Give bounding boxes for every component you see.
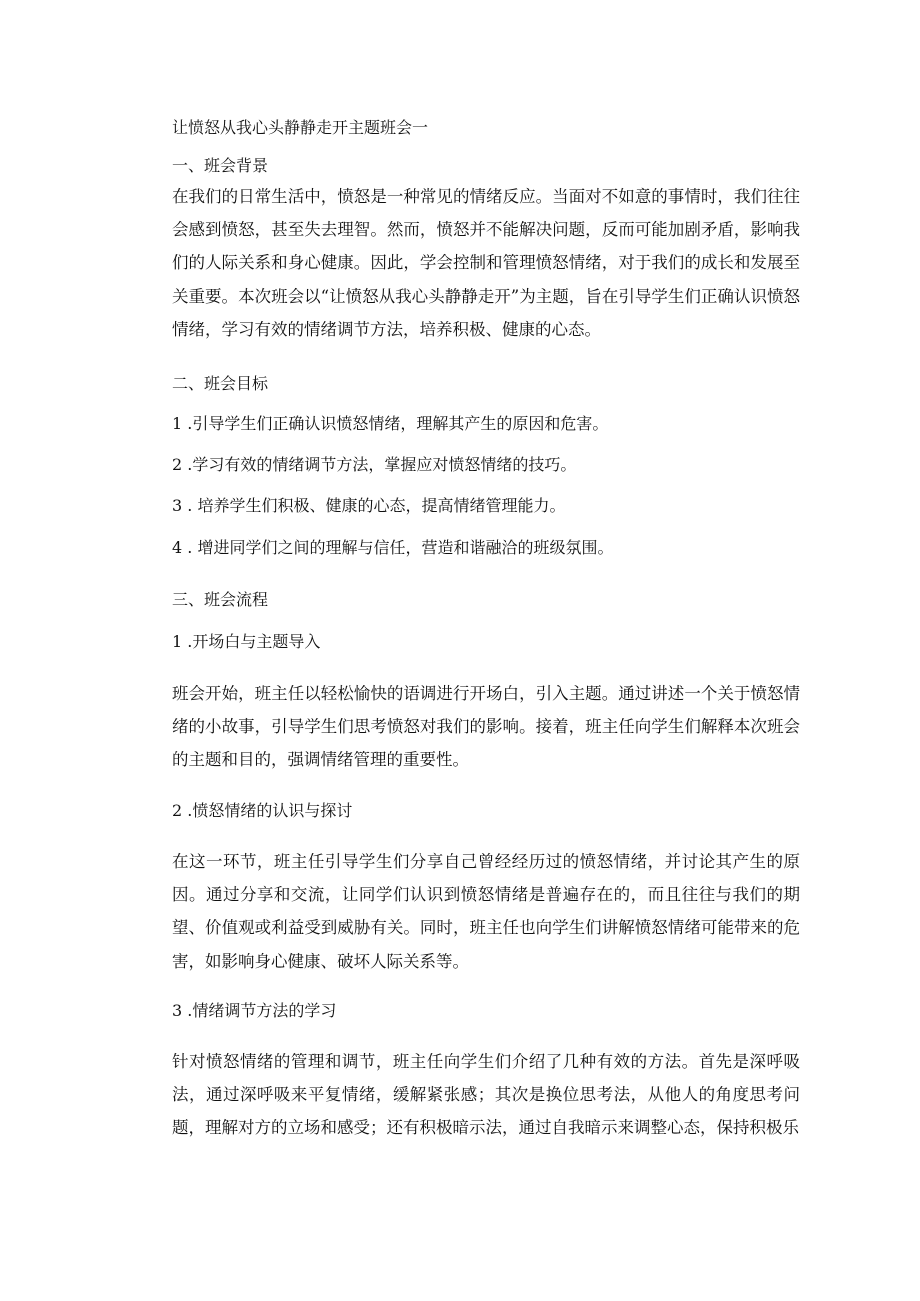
paragraph-background: 在我们的日常生活中，愤怒是一种常见的情绪反应。当面对不如意的事情时，我们往往会感到愤怒，甚至失去理智。然而，愤怒并不能解决问题，反而可能加剧矛盾，影响我们的人际关系和身心健康。因此，学会控制和管理愤怒情绪，对于我们的成长和发展至关重要。本次班会以“让愤怒从我心头静静走开”为主题，旨在引导学生们正确认识愤怒情绪，学习有效的情绪调节方法，培养积极、健康的心态。 <box>172 187 800 339</box>
paragraph-step-1: 班会开始，班主任以轻松愉快的语调进行开场白，引入主题。通过讲述一个关于愤怒情绪的小故事，引导学生们思考愤怒对我们的影响。接着，班主任向学生们解释本次班会的主题和目的，强调情绪管理的重要性。 <box>172 684 800 770</box>
goal-item-2: 2 .学习有效的情绪调节方法，掌握应对愤怒情绪的技巧。 <box>172 455 577 474</box>
goal-item-1: 1 .引导学生们正确认识愤怒情绪，理解其产生的原因和危害。 <box>172 414 609 433</box>
goal-item-3: 3 . 培养学生们积极、健康的心态，提高情绪管理能力。 <box>172 496 566 515</box>
document-title: 让愤怒从我心头静静走开主题班会一 <box>172 118 429 137</box>
section-heading-goals: 二、班会目标 <box>172 374 269 393</box>
section-heading-background: 一、班会背景 <box>172 156 269 175</box>
section-heading-process: 三、班会流程 <box>172 590 269 609</box>
step-title-1: 1 .开场白与主题导入 <box>172 632 321 651</box>
step-title-2: 2 .愤怒情绪的认识与探讨 <box>172 801 353 820</box>
step-title-3: 3 .情绪调节方法的学习 <box>172 1001 337 1020</box>
goal-item-4: 4 . 增进同学们之间的理解与信任，营造和谐融洽的班级氛围。 <box>172 538 614 557</box>
paragraph-step-3: 针对愤怒情绪的管理和调节，班主任向学生们介绍了几种有效的方法。首先是深呼吸法，通过深呼吸来平复情绪，缓解紧张感；其次是换位思考法，从他人的角度思考问题，理解对方的立场和感受；还有积极暗示法，通过自我暗示来调整心态，保持积极乐 <box>172 1052 800 1138</box>
paragraph-step-2: 在这一环节，班主任引导学生们分享自己曾经经历过的愤怒情绪，并讨论其产生的原因。通过分享和交流，让同学们认识到愤怒情绪是普遍存在的，而且往往与我们的期望、价值观或利益受到威胁有关。同时，班主任也向学生们讲解愤怒情绪可能带来的危害，如影响身心健康、破坏人际关系等。 <box>172 852 800 971</box>
